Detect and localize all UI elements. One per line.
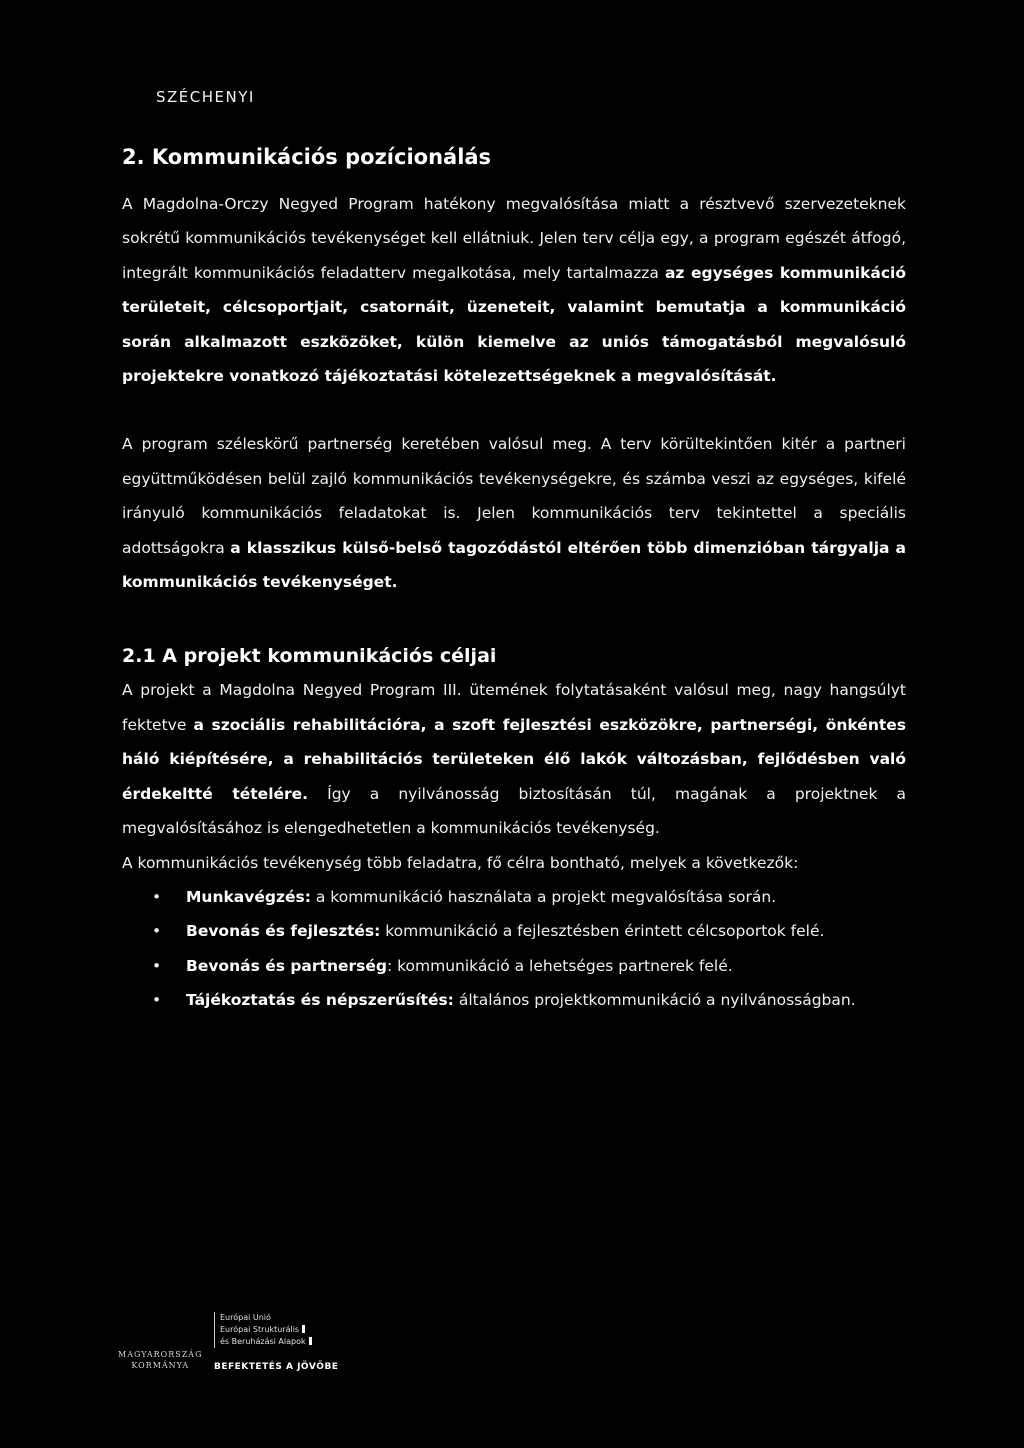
government-logo-line-2: KORMÁNYA: [131, 1361, 190, 1370]
subsection-title: 2.1 A projekt kommunikációs céljai: [122, 645, 497, 668]
eu-funding-logo: [214, 1312, 338, 1372]
paragraph-text: Így a nyilvánosság biztosításán túl, magának a projektnek a megvalósításához is elengedhetetlen a kommunikációs tevékenység.: [122, 784, 906, 838]
list-item: [122, 983, 906, 1017]
bar-icon: [302, 1325, 305, 1333]
eu-slogan: BEFEKTETÉS A JÖVŐBE: [214, 1362, 339, 1372]
list-item-label: Bevonás és fejlesztés:: [186, 922, 381, 941]
eu-logo-text: [214, 1312, 338, 1348]
paragraph-bold-text: az egységes kommunikáció területeit, célcsoportjait, csatornáit, üzeneteit, valamint bemutatja a kommunikáció során alkalmazott eszközöket, külön kiemelve az uniós támogatásból megvalósuló projektekre vonatkozó tájékoztatási kötelezettségeknek a megvalósítását.: [122, 263, 906, 386]
list-item-text: kommunikáció a fejlesztésben érintett célcsoportok felé.: [380, 922, 825, 941]
section-paragraph-1: [122, 187, 906, 393]
bar-icon: [309, 1337, 312, 1345]
section-paragraph-2: [122, 427, 906, 599]
list-item-label: Bevonás és partnerség: [186, 956, 387, 975]
eu-logo-line-3-wrap: [220, 1336, 338, 1348]
bullet-icon: •: [152, 956, 162, 975]
list-item: [122, 914, 906, 948]
section-title: 2. Kommunikációs pozícionálás: [122, 145, 492, 169]
eu-logo-line-3: és Beruházási Alapok: [220, 1337, 306, 1346]
government-logo: [118, 1349, 202, 1371]
paragraph-text: A projekt a Magdolna Negyed Program III. ütemének folytatásaként valósul meg, nagy hangsúlyt fektetve: [122, 681, 906, 734]
brand-header: SZÉCHENYI: [156, 88, 255, 106]
bullet-icon: •: [152, 922, 162, 941]
government-logo-line-1: MAGYARORSZÁG: [118, 1350, 203, 1359]
list-item: [122, 949, 906, 983]
list-item: [122, 880, 906, 914]
paragraph-bold-text: a klasszikus külső-belső tagozódástól eltérően több dimenzióban tárgyalja a kommunikációs tevékenységet.: [122, 538, 906, 592]
eu-logo-line-2-wrap: [220, 1324, 338, 1336]
list-item-text: : kommunikáció a lehetséges partnerek felé.: [386, 956, 733, 975]
paragraph-text: A program széleskörű partnerség keretében valósul meg. A terv körültekintően kitér a partneri együttműködésen belül zajló kommunikációs tevékenységekre, és számba veszi az egységes, kifelé irányuló kommunikációs feladatokat is. Jelen kommunikációs terv tekintettel a speciális adottságokra: [122, 435, 906, 557]
eu-logo-line-1: Európai Unió: [220, 1313, 271, 1322]
subsection-paragraph-2: A kommunikációs tevékenység több feladatra, fő célra bontható, melyek a következők:: [122, 853, 799, 872]
list-item-text: a kommunikáció használata a projekt megvalósítása során.: [310, 887, 777, 906]
paragraph-bold-text: a szociális rehabilitációra, a szoft fejlesztési eszközökre, partnerségi, önkéntes háló kiépítésére, a rehabilitációs területeken élő lakók változásban, fejlődésben való érdekeltté tételére.: [122, 715, 906, 803]
subsection-paragraph-1: [122, 673, 906, 845]
list-item-label: Tájékoztatás és népszerűsítés:: [186, 991, 454, 1010]
bullet-icon: •: [152, 991, 162, 1010]
goals-list: [122, 880, 906, 1018]
list-item-label: Munkavégzés:: [186, 887, 311, 906]
paragraph-text: A Magdolna-Orczy Negyed Program hatékony megvalósítása miatt a résztvevő szervezeteknek sokrétű kommunikációs tevékenységet kell ellátniuk. Jelen terv célja egy, a program egészét átfogó, integrált kommunikációs feladatterv megalkotása, mely tartalmazza: [122, 195, 906, 282]
page-content: [122, 140, 906, 1018]
eu-logo-line-2: Európai Strukturális: [220, 1325, 300, 1334]
list-item-text: általános projektkommunikáció a nyilvánosságban.: [453, 991, 856, 1010]
bullet-icon: •: [152, 887, 162, 906]
